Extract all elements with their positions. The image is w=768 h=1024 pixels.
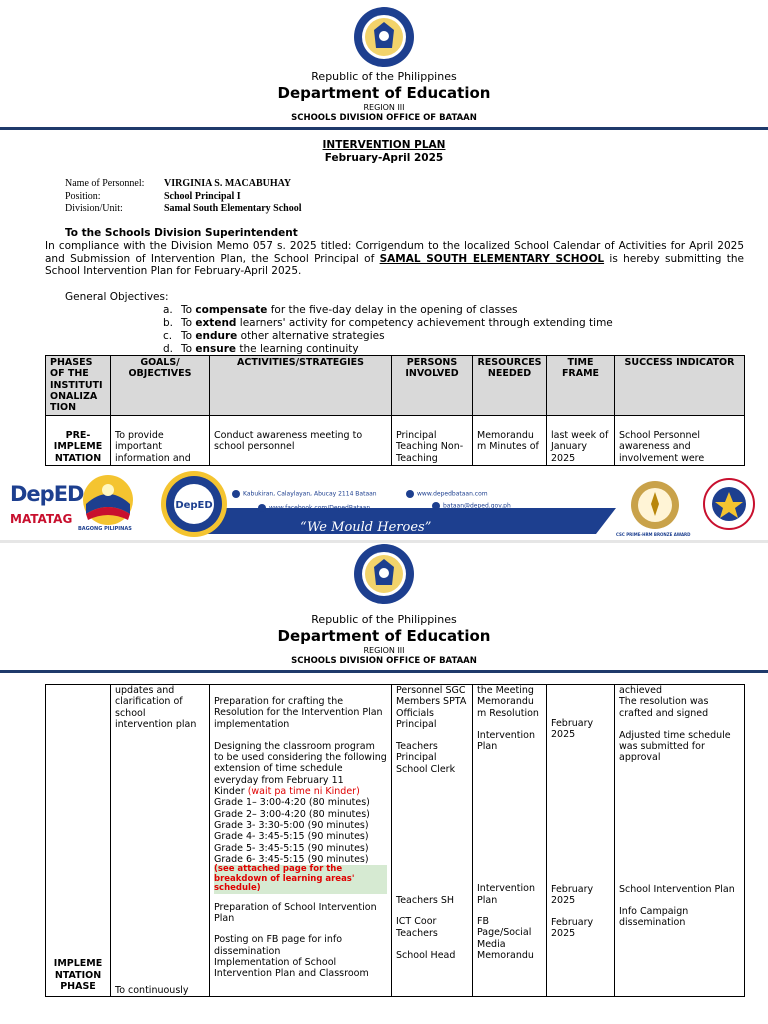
quality-award-icon — [703, 478, 755, 530]
deped-logo: DepED — [10, 482, 84, 506]
cell-activity: Conduct awareness meeting to school personnel — [210, 416, 392, 466]
facebook-icon — [258, 504, 266, 512]
schedule-line: Grade 1– 3:00-4:20 (80 minutes) — [214, 797, 370, 809]
matatag-logo: MATATAG — [10, 512, 73, 526]
info-value: VIRGINIA S. MACABUHAY — [164, 178, 292, 189]
cell-resources: the Meeting Memorandu m Resolution Intervention Plan Intervention Plan FB Page/Social Media Memorandu — [473, 685, 547, 997]
info-label: Division/Unit: — [65, 203, 123, 214]
header-activities: ACTIVITIES/STRATEGIES — [210, 356, 392, 416]
info-division — [65, 203, 302, 214]
globe-icon — [406, 490, 414, 498]
prime-hrm-award-icon — [630, 480, 680, 530]
cell-phase: PRE- IMPLEME NTATION — [46, 416, 111, 466]
cell-resources: Memorandu m Minutes of — [473, 416, 547, 466]
schedule-line: Grade 4- 3:45-5:15 (90 minutes) — [214, 831, 369, 843]
region-line: REGION III — [363, 103, 405, 112]
info-position — [65, 191, 241, 202]
division-seal-icon — [160, 470, 228, 538]
cell-persons: Personnel SGC Members SPTA Officials Principal Teachers Principal School Clerk Teachers SH ICT Coor Teachers School Head — [392, 685, 473, 997]
intervention-plan-table-continued — [45, 684, 745, 997]
cell-goal: To provide important information and — [111, 416, 210, 466]
cell-indicator: School Personnel awareness and involvement were — [615, 416, 745, 466]
bagong-pilipinas-icon — [82, 474, 134, 526]
header-indicator: SUCCESS INDICATOR — [615, 356, 745, 416]
svg-text:DepED: DepED — [175, 500, 213, 511]
objective-item: d. To ensure the learning continuity — [163, 343, 359, 355]
award-caption: CSC PRIME-HRM BRONZE AWARD — [616, 532, 691, 537]
info-label: Position: — [65, 191, 101, 202]
header-persons: PERSONS INVOLVED — [392, 356, 473, 416]
salutation: To the Schools Division Superintendent — [65, 227, 298, 239]
schedule-line: Grade 2– 3:00-4:20 (80 minutes) — [214, 808, 370, 820]
document-page-2 — [0, 543, 768, 1024]
bagong-pilipinas-text: BAGONG PILIPINAS — [78, 526, 132, 532]
table-row — [46, 685, 745, 997]
header-resources: RESOURCES NEEDED — [473, 356, 547, 416]
cell-persons: Principal Teaching Non-Teaching — [392, 416, 473, 466]
info-value: Samal South Elementary School — [164, 203, 302, 214]
cell-phase: IMPLEME NTATION PHASE — [46, 685, 111, 997]
division-line: SCHOOLS DIVISION OFFICE OF BATAAN — [291, 113, 477, 123]
info-value: School Principal I — [164, 191, 241, 202]
schedule-line: Grade 6- 3:45-5:15 (90 minutes) — [214, 853, 369, 865]
department-title: Department of Education — [277, 84, 491, 102]
header-rule — [0, 670, 768, 673]
schedule-note: (see attached page for the breakdown of learning areas' schedule) — [214, 865, 387, 894]
region-line: REGION III — [363, 646, 405, 655]
general-objectives-label: General Objectives: — [65, 291, 169, 303]
plan-title: INTERVENTION PLAN — [322, 139, 446, 151]
website-contact: www.depedbataan.com — [406, 490, 488, 498]
republic-line: Republic of the Philippines — [311, 613, 457, 626]
info-label: Name of Personnel: — [65, 178, 145, 189]
cell-goal: updates and clarification of school intervention plan To continuously — [111, 685, 210, 997]
schedule-line: Grade 3- 3:30-5:00 (90 minutes) — [214, 819, 369, 831]
email-contact: bataan@deped.gov.ph — [432, 502, 511, 510]
address-contact: Kabukiran, Calaylayan, Abucay 2114 Bataan — [232, 490, 377, 498]
deped-seal-icon — [353, 543, 415, 605]
body-school-name: SAMAL SOUTH ELEMENTARY SCHOOL — [379, 252, 605, 265]
header-rule — [0, 127, 768, 130]
table-header-row — [46, 356, 745, 416]
header-time: TIME FRAME — [547, 356, 615, 416]
info-name — [65, 178, 291, 189]
objective-item: b. To extend learners' activity for competency achievement through extending time — [163, 317, 613, 329]
footer-banner — [0, 450, 768, 540]
schedule-line: Grade 5- 3:45-5:15 (90 minutes) — [214, 842, 369, 854]
republic-line: Republic of the Philippines — [311, 70, 457, 83]
deped-seal-icon — [353, 6, 415, 68]
objective-item: c. To endure other alternative strategies — [163, 330, 385, 342]
facebook-contact: www.facebook.com/DepedBataan — [258, 504, 370, 512]
body-text-pre: In compliance with the Division Memo 057 s. 2025 titled: Corrigendum to the localized School Calendar of Activities for April 2025 and Submission of Intervention Plan, the School Principal of — [45, 240, 744, 265]
cell-indicator: achieved The resolution was crafted and signed Adjusted time schedule was submitted for approval School Intervention Plan Info Campaign dissemination — [615, 685, 745, 997]
location-icon — [232, 490, 240, 498]
body-paragraph — [45, 240, 744, 278]
division-line: SCHOOLS DIVISION OFFICE OF BATAAN — [291, 656, 477, 666]
motto-text: “We Mould Heroes” — [300, 520, 432, 535]
body-text-post: is hereby submitting the School Intervention Plan for February-April 2025. — [45, 252, 744, 278]
email-icon — [432, 502, 440, 510]
header-phases: PHASES OF THE INSTITUTI ONALIZA TION — [46, 356, 111, 416]
objective-item: a. To compensate for the five-day delay in the opening of classes — [163, 304, 518, 316]
cell-time: February 2025 February 2025 February 2025 — [547, 685, 615, 997]
cell-time: last week of January 2025 — [547, 416, 615, 466]
department-title: Department of Education — [277, 627, 491, 645]
header-goals: GOALS/ OBJECTIVES — [111, 356, 210, 416]
plan-period: February-April 2025 — [324, 152, 444, 164]
cell-activity: Preparation for crafting the Resolution for the Intervention Plan implementation Designing the classroom program to be used considering the following extension of time schedule everyday from February 11 Kinder (wait pa time ni Kinder) Grade 1– 3:00-4:20 (80 minutes) Grade 2– 3:00-4:20 (80 minutes) Grade 3- 3:30-5:00 (90 minutes) Grade 4- 3:45-5:15 (90 minutes) Grade 5- 3:45-5:15 (90 minutes) Grade 6- 3:45-5:15 (90 minutes) (see attached page for the breakdown of learning areas' schedule) Preparation of School Intervention Plan Posting on FB page for info dissemination Implementation of School Intervention Plan and Classroom — [210, 685, 392, 997]
